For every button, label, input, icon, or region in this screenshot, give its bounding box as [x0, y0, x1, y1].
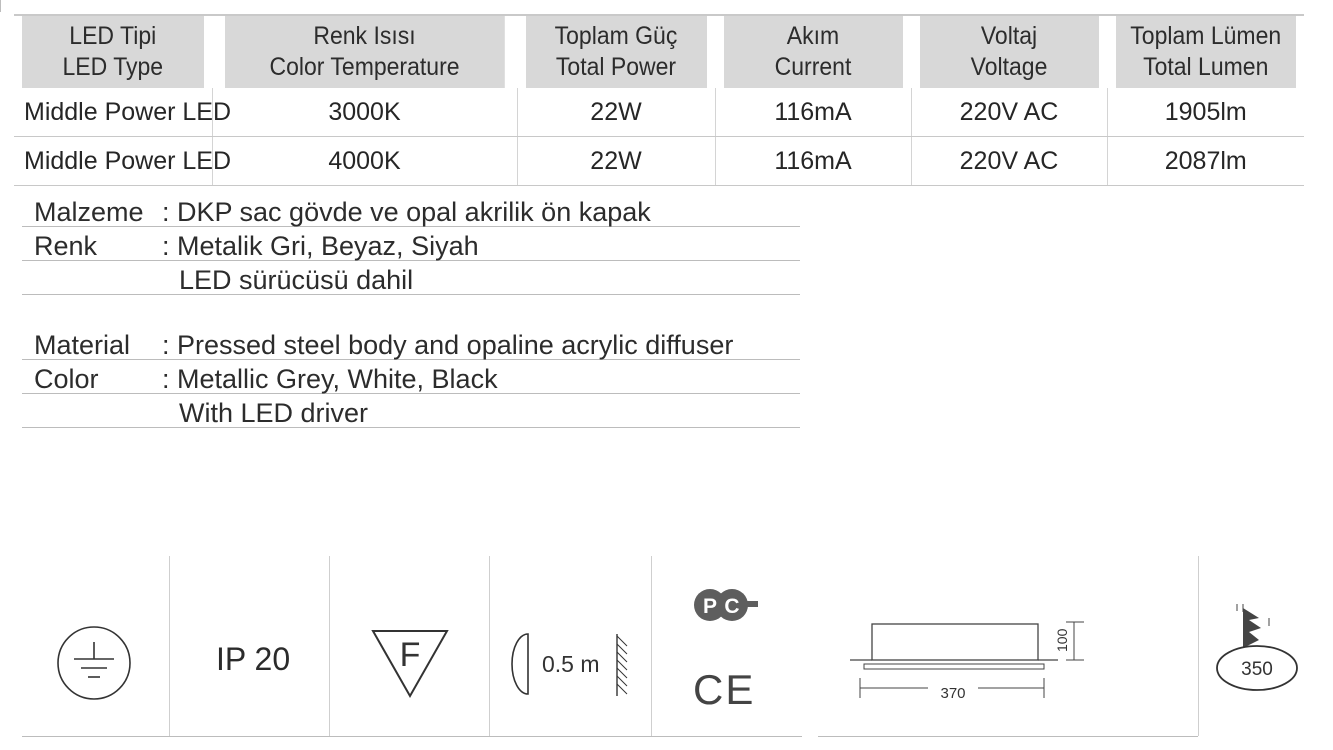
- width-dimension-label: 370: [940, 685, 966, 702]
- cell-total-power: 22W: [517, 88, 715, 137]
- cell-led-type: Middle Power LED: [14, 88, 212, 137]
- table-row: [14, 137, 1304, 186]
- cell-color-temp: 3000K: [212, 88, 517, 137]
- ce-mark-icon: [689, 664, 759, 714]
- distance-icon: [490, 556, 652, 736]
- cutout-dimension-label: 350: [1241, 659, 1273, 680]
- header-led-type: LED Tipi LED Type: [22, 15, 204, 88]
- dimension-drawing: [818, 556, 1198, 737]
- cell-total-power: 22W: [517, 137, 715, 186]
- f-mark-cell: [329, 556, 490, 736]
- height-dimension-label: 100: [1054, 628, 1070, 652]
- svg-text:P: P: [702, 595, 718, 618]
- cell-total-lumen: 2087lm: [1107, 137, 1304, 186]
- cell-voltage: 220V AC: [911, 137, 1107, 186]
- cutout-diagram-icon: [1199, 556, 1333, 736]
- header-voltage: Voltaj Voltage: [919, 15, 1099, 88]
- cutout-drawing: [1198, 556, 1333, 736]
- spec-line-material-tr: Malzeme : DKP sac gövde ve opal akrilik ön kapak: [22, 193, 800, 227]
- spec-line-driver-en: With LED driver: [22, 394, 800, 428]
- dimension-diagram-icon: [818, 556, 1198, 736]
- cell-current: 116mA: [715, 137, 911, 186]
- cell-voltage: 220V AC: [911, 88, 1107, 137]
- header-color-temp: Renk Isısı Color Temperature: [224, 15, 505, 88]
- svg-text:C: C: [724, 595, 740, 618]
- header-total-power: Toplam Güç Total Power: [525, 15, 707, 88]
- corner-line: [0, 0, 11, 12]
- specs-english: [22, 326, 800, 428]
- spec-table: [14, 14, 1304, 186]
- spec-line-color-tr: Renk : Metalik Gri, Beyaz, Siyah: [22, 227, 800, 261]
- distance-label: 0.5 m: [542, 651, 600, 677]
- header-total-lumen: Toplam Lümen Total Lumen: [1115, 15, 1296, 88]
- table-row: [14, 88, 1304, 137]
- specs-turkish: [22, 193, 800, 295]
- cell-total-lumen: 1905lm: [1107, 88, 1304, 137]
- earth-cell: [22, 556, 169, 736]
- spec-line-driver-tr: LED sürücüsü dahil: [22, 261, 800, 295]
- header-current: Akım Current: [723, 15, 903, 88]
- spec-line-material-en: Material : Pressed steel body and opaline acrylic diffuser: [22, 326, 800, 360]
- cell-current: 116mA: [715, 88, 911, 137]
- spec-line-color-en: Color : Metallic Grey, White, Black: [22, 360, 800, 394]
- cell-led-type: Middle Power LED: [14, 137, 212, 186]
- ip-rating-label: IP 20: [216, 641, 291, 677]
- table-header-row: [14, 15, 1304, 88]
- f-mark-icon: [330, 556, 490, 736]
- certification-icons: [22, 556, 802, 737]
- f-mark-letter: F: [399, 636, 421, 674]
- cell-color-temp: 4000K: [212, 137, 517, 186]
- earth-ground-icon: [22, 556, 169, 736]
- ce-mark-text: CE: [693, 666, 756, 713]
- distance-cell: [489, 556, 652, 736]
